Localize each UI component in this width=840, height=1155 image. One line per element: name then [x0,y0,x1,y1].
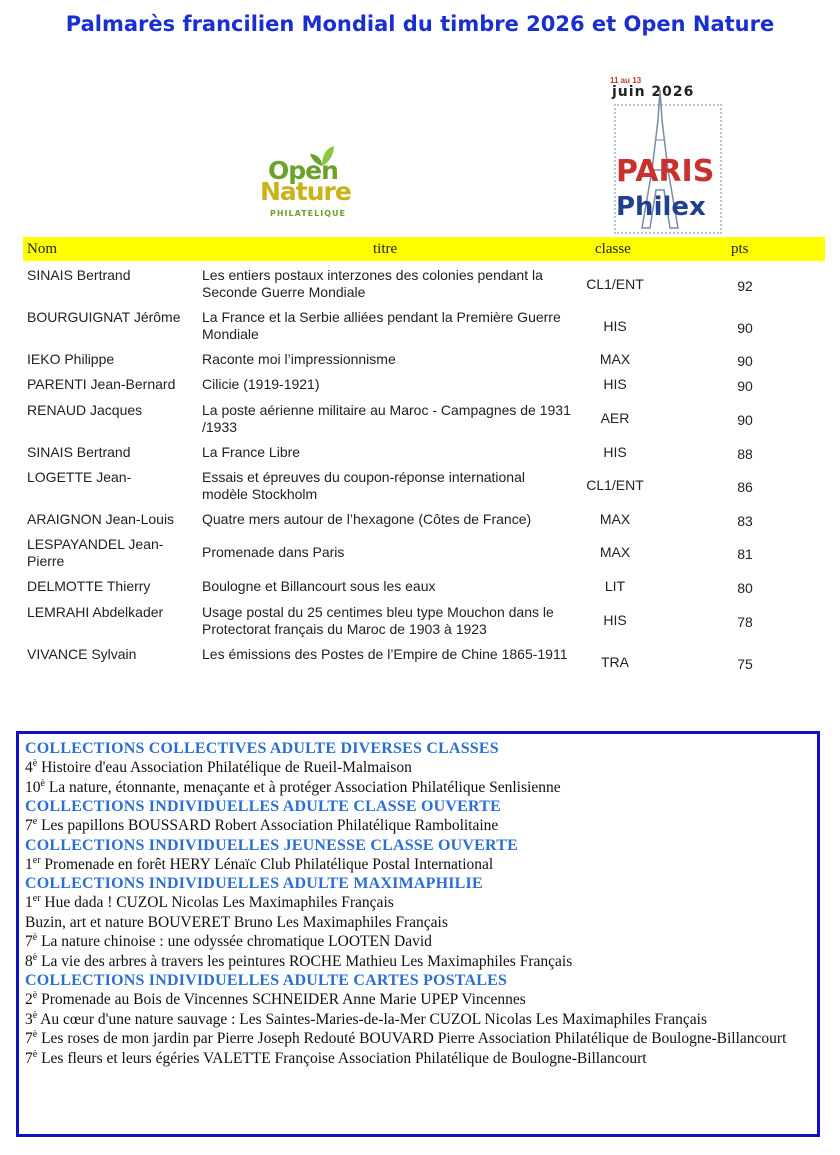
open-nature-logo [238,138,380,224]
row-nom: ARAIGNON Jean-Louis [27,511,175,527]
logo-word-nature: Nature [260,177,351,206]
row-nom: LEMRAHI Abdelkader [27,604,164,620]
row-pts: 90 [737,412,753,428]
row-pts: 83 [737,513,753,529]
row-nom: PARENTI Jean-Bernard [27,376,176,392]
row-classe: TRA [601,654,629,670]
award-line: $7^è$ La nature chinoise : une odyssée chromatique LOOTEN David [25,931,432,950]
row-titre: Les émissions des Postes de l’Empire de Chine 1865-1911 [202,646,568,662]
header-titre: titre [373,241,398,257]
award-line: $3^è$ Au cœur d'une nature sauvage : Les Saintes-Maries-de-la-Mer CUZOL Nicolas Les Maximaphiles Français [25,1009,708,1028]
row-titre: La France Libre [202,444,301,460]
row-pts: 88 [737,446,753,462]
row-pts: 92 [737,278,753,294]
row-titre: Les entiers postaux interzones des colonies pendant la Seconde Guerre Mondiale [202,267,543,300]
row-pts: 75 [737,656,753,672]
logo-philex-text: Philex [616,192,706,222]
row-nom: DELMOTTE Thierry [27,578,151,594]
logo-word-open: Open [268,156,338,185]
row-pts: 81 [737,546,753,562]
logo-year: juin 2026 [612,84,695,100]
row-classe: MAX [599,511,631,527]
row-titre: Cilicie (1919-1921) [202,376,320,392]
page-title: Palmarès francilien Mondial du timbre 2026 et Open Nature [65,12,775,36]
logo-word-philatelique: PHILATELIQUE [270,209,346,218]
category-heading: COLLECTIONS INDIVIDUELLES ADULTE MAXIMAPHILIE [25,875,483,892]
award-line: $8^è$ La vie des arbres à travers les peintures ROCHE Mathieu Les Maximaphiles Français [25,951,573,970]
category-heading: COLLECTIONS COLLECTIVES ADULTE DIVERSES CLASSES [25,740,499,757]
row-pts: 86 [737,479,753,495]
row-pts: 90 [737,378,753,394]
logo-paris-text: PARIS [616,154,715,189]
category-heading: COLLECTIONS INDIVIDUELLES ADULTE CARTES POSTALES [25,972,508,989]
paris-philex-logo [608,74,724,234]
award-line: $7^è$ Les fleurs et leurs égéries VALETTE Françoise Association Philatélique de Boulogne-Billancourt [25,1048,647,1067]
header-classe: classe [595,241,631,257]
row-pts: 80 [737,580,753,596]
row-nom: SINAIS Bertrand [27,267,131,283]
row-pts: 90 [737,353,753,369]
row-titre: Quatre mers autour de l’hexagone (Côtes de France) [202,511,532,527]
row-titre: Raconte moi l’impressionnisme [202,351,396,367]
row-nom: LOGETTE Jean- [27,469,132,485]
award-line: 1er Promenade en forêt HERY Lénaïc Club Philatélique Postal International [25,854,494,873]
header-pts: pts [731,241,749,257]
header-nom: Nom [27,241,57,257]
row-pts: 90 [737,320,753,336]
row-titre: Essais et épreuves du coupon-réponse international modèle Stockholm [202,469,525,502]
award-line: $10^è$ La nature, étonnante, menaçante et à protéger Association Philatélique Senlisienne [25,777,561,796]
row-nom: LESPAYANDEL Jean-Pierre [27,536,164,569]
award-line: $2^è$ Promenade au Bois de Vincennes SCHNEIDER Anne Marie UPEP Vincennes [25,989,526,1008]
category-heading: COLLECTIONS INDIVIDUELLES JEUNESSE CLASSE OUVERTE [25,836,518,854]
row-titre: Boulogne et Billancourt sous les eaux [202,578,436,594]
row-classe: CL1/ENT [586,276,644,292]
row-classe: MAX [599,544,631,560]
award-line: $4^è$ Histoire d'eau Association Philatélique de Rueil-Malmaison [25,757,412,776]
row-nom: SINAIS Bertrand [27,444,131,460]
row-nom: IEKO Philippe [27,351,115,367]
row-classe: HIS [603,376,627,392]
row-nom: RENAUD Jacques [27,402,143,418]
row-nom: VIVANCE Sylvain [27,646,137,662]
logo-dates: 11 au 13 [610,76,642,85]
award-line: Buzin, art et nature BOUVERET Bruno Les Maximaphiles Français [25,913,448,931]
row-pts: 78 [737,614,753,630]
row-titre: La poste aérienne militaire au Maroc - Campagnes de 1931 /1933 [202,402,571,435]
row-classe: MAX [599,351,631,367]
row-classe: HIS [603,318,627,334]
table-header [23,237,825,261]
row-titre: Usage postal du 25 centimes bleu type Mouchon dans le Protectorat français du Maroc de 1903 à 1923 [202,604,554,637]
row-nom: BOURGUIGNAT Jérôme [27,309,181,325]
award-line: $7^è$ Les roses de mon jardin par Pierre Joseph Redouté BOUVARD Pierre Association Philatélique de Boulogne-Billancourt [25,1028,787,1047]
row-classe: AER [600,410,630,426]
category-heading: COLLECTIONS INDIVIDUELLES ADULTE CLASSE OUVERTE [25,798,501,815]
awards-box [16,731,820,1137]
row-titre: Promenade dans Paris [202,544,345,560]
row-classe: HIS [603,612,627,628]
award-line: 1er Hue dada ! CUZOL Nicolas Les Maximaphiles Français [25,892,394,911]
row-classe: HIS [603,444,627,460]
award-line: 7e Les papillons BOUSSARD Robert Association Philatélique Rambolitaine [25,815,499,834]
row-titre: La France et la Serbie alliées pendant la Première Guerre Mondiale [202,309,561,342]
row-classe: CL1/ENT [586,477,644,493]
row-classe: LIT [604,578,626,594]
